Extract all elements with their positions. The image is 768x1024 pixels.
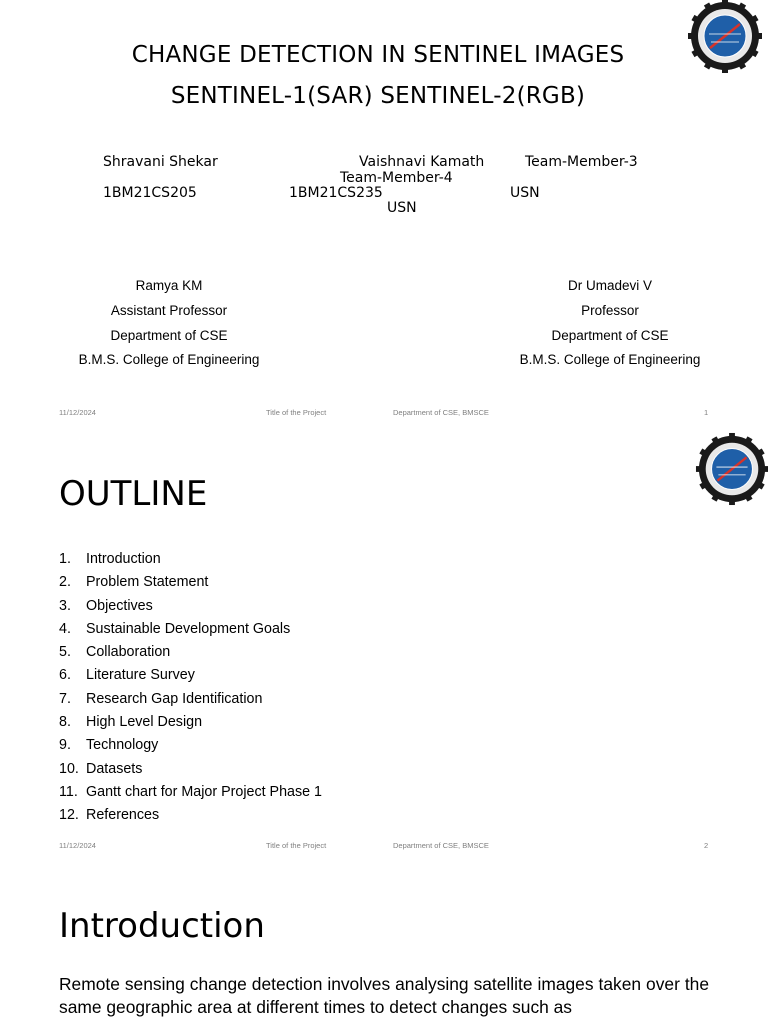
outline-item-number: 5. [59, 644, 71, 661]
outline-title: OUTLINE [59, 474, 208, 514]
guide-right-department: Department of CSE [551, 328, 669, 343]
member-2-name: Vaishnavi Kamath [359, 154, 485, 170]
guide-right-name: Dr Umadevi V [567, 278, 653, 293]
outline-item-number: 3. [59, 597, 71, 614]
footer-date: 11/12/2024 [59, 408, 96, 417]
footer-page-number: 2 [704, 841, 709, 850]
outline-item-number: 6. [59, 667, 71, 684]
outline-item-number: 9. [59, 737, 71, 754]
outline-item [59, 548, 322, 571]
title-line-2: SENTINEL-1(SAR) SENTINEL-2(RGB) [170, 83, 586, 109]
outline-item-label: References [86, 807, 160, 824]
member-1-usn: 1BM21CS205 [103, 185, 197, 201]
outline-item-number: 12. [59, 807, 79, 824]
outline-item-number: 1. [59, 551, 71, 567]
outline-item [59, 711, 322, 734]
outline-item-number: 2. [59, 574, 71, 591]
outline-item [59, 734, 322, 757]
footer-department: Department of CSE, BMSCE [393, 408, 489, 417]
member-4-name: Team-Member-4 [340, 170, 453, 186]
outline-item-label: Problem Statement [86, 574, 209, 591]
guide-left-department: Department of CSE [110, 328, 228, 343]
footer-date: 11/12/2024 [59, 841, 96, 850]
footer-page-number: 1 [704, 408, 709, 417]
member-4-usn: USN [387, 200, 417, 216]
outline-list [59, 548, 322, 828]
outline-item [59, 641, 322, 664]
college-logo [695, 432, 768, 506]
outline-item-number: 8. [59, 714, 71, 731]
outline-item [59, 571, 322, 594]
member-1-name: Shravani Shekar [103, 154, 218, 170]
guide-right-college: B.M.S. College of Engineering [519, 352, 701, 367]
outline-item-number: 11. [59, 783, 78, 800]
outline-item-label: Research Gap Identification [86, 690, 263, 707]
outline-item-number: 7. [59, 690, 71, 707]
guide-left-name: Ramya KM [135, 278, 203, 293]
guide-left-designation: Assistant Professor [110, 303, 228, 318]
outline-item [59, 758, 322, 781]
outline-item [59, 618, 322, 641]
member-3-usn: USN [510, 185, 540, 201]
outline-item [59, 664, 322, 687]
outline-item [59, 688, 322, 711]
footer-project: Title of the Project [266, 408, 327, 417]
guide-right [490, 278, 730, 376]
outline-item [59, 595, 322, 618]
outline-item-number: 4. [59, 620, 71, 637]
introduction-body: Remote sensing change detection involves analysing satellite images taken over the same geographic area at different times to detect changes such as [59, 974, 709, 1017]
outline-item-label: Datasets [86, 760, 143, 777]
slide-1 [0, 0, 768, 430]
member-3-name: Team-Member-3 [525, 154, 638, 170]
outline-item-label: Collaboration [86, 644, 171, 661]
outline-item-label: Gantt chart for Major Project Phase 1 [86, 783, 323, 800]
title-line-1: CHANGE DETECTION IN SENTINEL IMAGES [131, 42, 625, 68]
outline-item-number: 10. [59, 760, 79, 777]
footer-project: Title of the Project [266, 841, 327, 850]
member-2-usn: 1BM21CS235 [289, 185, 383, 201]
footer-department: Department of CSE, BMSCE [393, 841, 489, 850]
outline-item-label: Introduction [86, 551, 161, 567]
outline-item-label: Sustainable Development Goals [86, 620, 291, 637]
outline-item [59, 781, 322, 804]
guide-left [49, 278, 289, 376]
outline-item-label: High Level Design [86, 714, 203, 731]
guide-right-designation: Professor [581, 303, 639, 318]
outline-item-label: Literature Survey [86, 667, 195, 684]
outline-item-label: Technology [86, 737, 159, 754]
introduction-title: Introduction [59, 906, 265, 946]
outline-item-label: Objectives [86, 597, 153, 614]
guide-left-college: B.M.S. College of Engineering [78, 352, 260, 367]
outline-item [59, 804, 322, 827]
